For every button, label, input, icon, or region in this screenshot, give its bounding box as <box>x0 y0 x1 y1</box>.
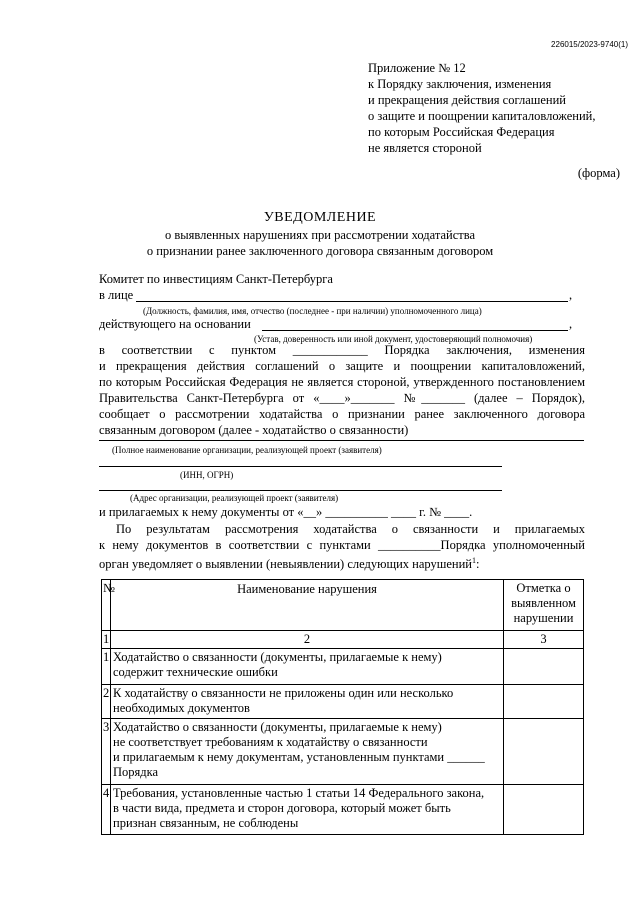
violation-mark-cell[interactable] <box>504 685 584 719</box>
appendix-line: о защите и поощрении капиталовложений, <box>368 109 596 123</box>
footnote-mark: 1 <box>471 556 476 565</box>
address-hint: (Адрес организации, реализующей проект (заявителя) <box>130 493 339 503</box>
appendix-line: Приложение № 12 <box>368 61 466 75</box>
in-person-label: в лице <box>99 288 134 302</box>
row-number: 1 <box>102 649 111 685</box>
violation-description <box>111 785 504 835</box>
violation-line: Ходатайство о связанности (документы, прилагаемые к нему) <box>113 650 442 664</box>
table-row <box>102 649 584 685</box>
appendix-block <box>368 60 595 156</box>
subtitle-line: о признании ранее заключенного договора связанным договором <box>146 244 494 258</box>
table-row <box>102 719 584 785</box>
row-number: 4 <box>102 785 111 835</box>
violation-description <box>111 685 504 719</box>
violation-description <box>111 719 504 785</box>
form-label: (форма) <box>577 166 620 180</box>
inn-fill-line <box>99 466 502 467</box>
basis-hint: (Устав, доверенность или иной документ, удостоверяющий полномочия) <box>254 334 533 344</box>
committee-name: Комитет по инвестициям Санкт-Петербурга <box>99 272 333 286</box>
paragraph-text: орган уведомляет о выявлении (невыявлении) следующих нарушений <box>99 557 472 572</box>
page-title: УВЕДОМЛЕНИЕ <box>263 210 377 225</box>
table-numbering-row <box>102 631 584 649</box>
header-cell-name: Наименование нарушения <box>111 580 504 631</box>
violation-description <box>111 649 504 685</box>
violation-line: признан связанным, не соблюдены <box>113 816 299 830</box>
appendix-line: и прекращения действия соглашений <box>368 93 566 107</box>
paragraph-line: Правительства Санкт-Петербурга от «____»_______ №_______ (далее – Порядок), <box>99 391 585 405</box>
basis-fill-line <box>262 330 568 331</box>
violation-line: Порядка <box>113 765 159 779</box>
consideration-paragraph <box>99 521 585 572</box>
violation-line: Ходатайство о связанности (документы, прилагаемые к нему) <box>113 720 442 734</box>
colon: : <box>475 557 480 572</box>
table-cell: 2 <box>111 631 504 649</box>
table-row <box>102 785 584 835</box>
paragraph-line: сообщает о рассмотрении ходатайства о признании ранее заключенного договора <box>99 407 585 421</box>
violation-line: необходимых документов <box>113 701 250 715</box>
violation-line: и прилагаемым к нему документам, установленным пунктами ______ <box>113 750 485 764</box>
org-hint: (Полное наименование организации, реализующей проект (заявителя) <box>112 445 382 455</box>
org-fill-line <box>99 440 584 441</box>
acting-label: действующего на основании <box>99 317 251 331</box>
violation-line: в части вида, предмета и сторон договора, который может быть <box>113 801 451 815</box>
paragraph-line: к нему документов в соответствии с пунктами __________Порядка уполномоченный <box>99 538 585 552</box>
violation-mark-cell[interactable] <box>504 649 584 685</box>
main-paragraph <box>99 342 585 438</box>
subtitle-line: о выявленных нарушениях при рассмотрении ходатайства <box>165 228 475 242</box>
row-number: 2 <box>102 685 111 719</box>
address-fill-line <box>99 490 502 491</box>
person-hint: (Должность, фамилия, имя, отчество (последнее - при наличии) уполномоченного лица) <box>143 306 482 316</box>
comma: , <box>569 288 573 302</box>
document-id: 226015/2023-9740(1) <box>551 40 628 49</box>
violation-mark-cell[interactable] <box>504 719 584 785</box>
violation-line: содержит технические ошибки <box>113 665 278 679</box>
table-cell: 1 <box>102 631 111 649</box>
violation-line: К ходатайству о связанности не приложены один или несколько <box>113 686 454 700</box>
table-row <box>102 685 584 719</box>
header-cell-mark: Отметка о выявленном нарушении <box>504 580 584 631</box>
appendix-line: по которым Российская Федерация <box>368 125 555 139</box>
person-fill-line <box>136 301 568 302</box>
header-cell-number: № <box>102 580 111 631</box>
appendix-line: к Порядку заключения, изменения <box>368 77 552 91</box>
row-number: 3 <box>102 719 111 785</box>
paragraph-line: связанным договором (далее - ходатайство о связанности) <box>99 423 409 437</box>
violation-line: не соответствует требованиям к ходатайству о связанности <box>113 735 428 749</box>
inn-hint: (ИНН, ОГРН) <box>180 470 234 480</box>
attached-docs-line: и прилагаемых к нему документы от «__» __________ ____ г. № ____. <box>99 505 473 519</box>
table-cell: 3 <box>504 631 584 649</box>
table-header-row <box>102 580 584 631</box>
violation-mark-cell[interactable] <box>504 785 584 835</box>
paragraph-line: в соответствии с пунктом ____________ Порядка заключения, изменения <box>99 343 585 357</box>
paragraph-line: По результатам рассмотрения ходатайства о связанности и прилагаемых <box>116 522 585 536</box>
comma: , <box>569 317 573 331</box>
appendix-line: не является стороной <box>368 141 482 155</box>
paragraph-line <box>99 553 585 572</box>
violation-line: Требования, установленные частью 1 статьи 14 Федерального закона, <box>113 786 485 800</box>
paragraph-line: по которым Российская Федерация не является стороной, утвержденного постановлением <box>99 375 585 389</box>
paragraph-line: и прекращения действия соглашений о защите и поощрении капиталовложений, <box>99 359 585 373</box>
violations-table <box>101 579 584 835</box>
